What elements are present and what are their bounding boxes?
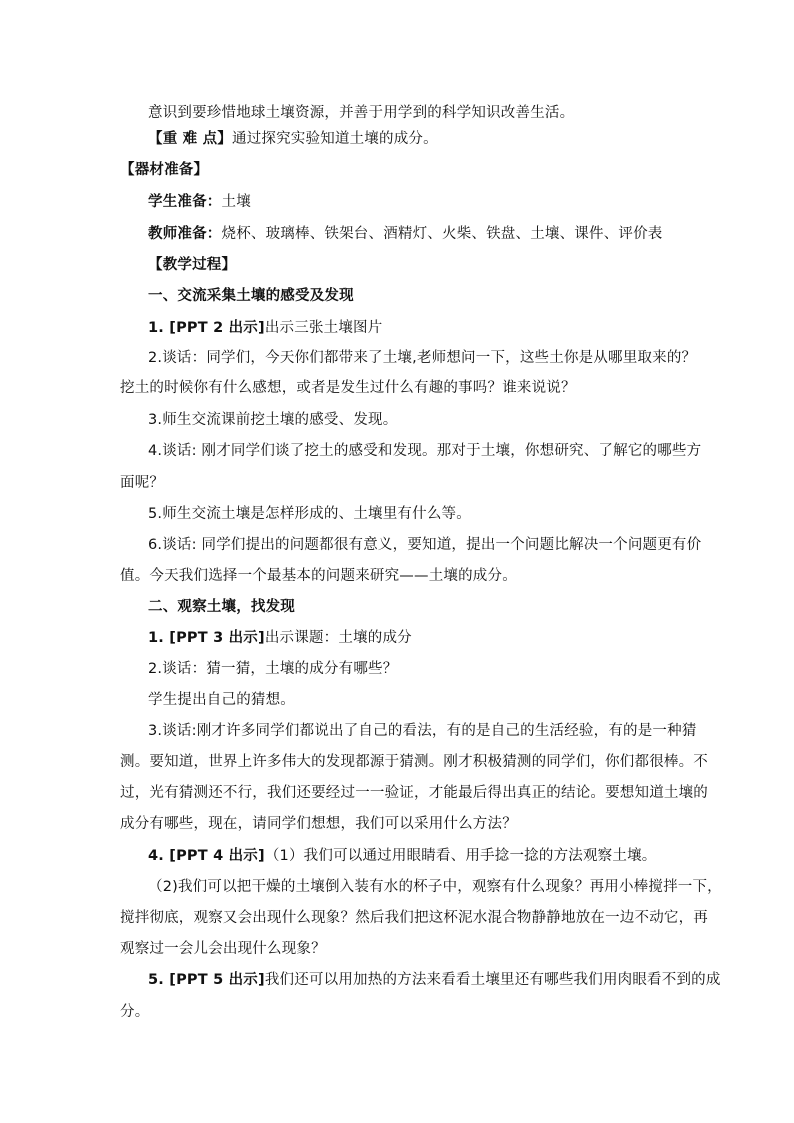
section-heading-2: 二、观察土壤，找发现 [148,599,295,615]
key-points-line: 【重 难 点】通过探究实验知道土壤的成分。 [148,131,438,147]
paragraph-line: 观察过一会儿会出现什么现象？ [120,941,326,957]
paragraph-line: 测。要知道，世界上许多伟大的发现都源于猜测。刚才积极猜测的同学们，你们都很棒。不 [120,754,708,770]
paragraph-line: （2)我们可以把干燥的土壤倒入装有水的杯子中，观察有什么现象？再用小棒搅拌一下， [148,879,722,895]
section-heading-process: 【教学过程】 [148,257,237,273]
ppt-label: 5. [PPT 5 出示] [148,972,265,988]
ppt-label: 4. [PPT 4 出示] [148,848,265,864]
key-points-label: 【重 难 点】 [148,131,232,147]
paragraph-line: 2.谈话：猜一猜，土壤的成分有哪些？ [148,661,398,677]
paragraph-line: 5.师生交流土壤是怎样形成的、土壤里有什么等。 [148,506,471,522]
paragraph-line: 成分有哪些，现在，请同学们想想，我们可以采用什么方法？ [120,816,517,832]
paragraph-line: 搅拌彻底，观察又会出现什么现象？然后我们把这杯泥水混合物静静地放在一边不动它，再 [120,910,708,926]
ppt-label: 1. [PPT 3 出示] [148,630,265,646]
student-prep-label: 学生准备： [148,194,222,210]
paragraph-line: 3.师生交流课前挖土壤的感受、发现。 [148,412,398,428]
section-heading-materials: 【器材准备】 [120,162,209,178]
paragraph-line: 值。今天我们选择一个最基本的问题来研究——土壤的成分。 [120,568,517,584]
paragraph-line: 过，光有猜测还不行，我们还要经过一一验证，才能最后得出真正的结论。要想知道土壤的 [120,785,708,801]
step-line: 1. [PPT 3 出示]出示课题：土壤的成分 [148,630,412,646]
paragraph-line: 学生提出自己的猜想。 [148,692,295,708]
paragraph-line: 意识到要珍惜地球土壤资源，并善于用学到的科学知识改善生活。 [148,105,575,121]
section-heading-1: 一、交流采集土壤的感受及发现 [148,288,354,304]
paragraph-line: 6.谈话: 同学们提出的问题都很有意义，要知道，提出一个问题比解决一个问题更有价 [148,537,702,553]
ppt-label: 1. [PPT 2 出示] [148,320,265,336]
student-prep-line: 学生准备：土壤 [148,194,251,210]
paragraph-line: 4.谈话: 刚才同学们谈了挖土的感受和发现。那对于土壤，你想研究、了解它的哪些方 [148,443,702,459]
step-line: 4. [PPT 4 出示]（1）我们可以通过用眼睛看、用手捻一捻的方法观察土壤。 [148,848,657,864]
paragraph-line: 分。 [120,1004,150,1020]
paragraph-line: 挖土的时候你有什么感想，或者是发生过什么有趣的事吗？谁来说说？ [120,380,576,396]
step-line: 5. [PPT 5 出示]我们还可以用加热的方法来看看土壤里还有哪些我们用肉眼看不到的成 [148,972,721,988]
paragraph-line: 2.谈话：同学们，今天你们都带来了土壤,老师想问一下，这些土你是从哪里取来的？ [148,350,697,366]
paragraph-line: 3.谈话:刚才许多同学们都说出了自己的看法，有的是自己的生活经验，有的是一种猜 [148,723,697,739]
teacher-prep-line: 教师准备：烧杯、玻璃棒、铁架台、酒精灯、火柴、铁盘、土壤、课件、评价表 [148,226,663,242]
step-line: 1. [PPT 2 出示]出示三张土壤图片 [148,320,383,336]
teacher-prep-label: 教师准备： [148,226,222,242]
paragraph-line: 面呢？ [120,475,165,491]
